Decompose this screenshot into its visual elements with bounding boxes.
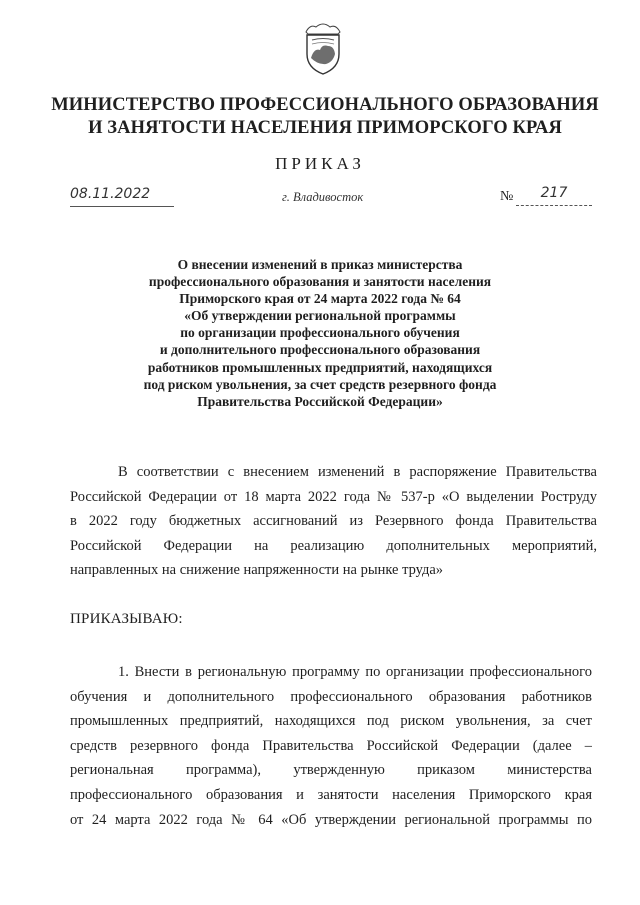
- document-number: 217: [516, 183, 592, 206]
- subject-line: «Об утверждении региональной программы: [184, 308, 456, 324]
- document-city: г. Владивосток: [282, 190, 364, 204]
- document-type: ПРИКАЗ: [275, 154, 365, 173]
- subject-line: Приморского края от 24 марта 2022 года № 64: [179, 291, 461, 307]
- item-line: промышленных предприятий, находящихся под риском увольнения, за счет: [70, 713, 592, 730]
- subject-line: профессионального образования и занятости населения: [148, 274, 492, 290]
- subject-line: по организации профессионального обучения: [180, 325, 460, 341]
- item-line: 1. Внести в региональную программу по организации профессионального: [118, 664, 592, 680]
- subject-line: работников промышленных предприятий, находящихся: [147, 359, 493, 375]
- item-line: средств резервного фонда Правительства Российской Федерации (далее –: [70, 737, 592, 754]
- item-line: от 24 марта 2022 года № 64 «Об утверждении региональной программы по: [70, 811, 592, 828]
- preamble-line: В соответствии с внесением изменений в распоряжение Правительства: [118, 464, 597, 480]
- preamble-line: в 2022 году бюджетных ассигнований из Резервного фонда Правительства: [70, 513, 597, 529]
- item-line: обучения и дополнительного профессионального образования работников: [70, 688, 592, 705]
- document-date: 08.11.2022: [70, 184, 174, 207]
- ministry-line-2: И ЗАНЯТОСТИ НАСЕЛЕНИЯ ПРИМОРСКОГО КРАЯ: [88, 118, 562, 138]
- subject-line: О внесении изменений в приказ министерства: [177, 257, 463, 272]
- subject-line: Правительства Российской Федерации»: [197, 393, 443, 409]
- order-subject: [120, 256, 520, 410]
- preamble-paragraph: [70, 460, 597, 583]
- item-line: региональная программа), утвержденную приказом министерства: [70, 762, 592, 779]
- item-line: профессионального образования и занятости населения Приморского края: [70, 786, 592, 803]
- ministry-line-1: МИНИСТЕРСТВО ПРОФЕССИОНАЛЬНОГО ОБРАЗОВАНИЯ: [51, 95, 599, 115]
- preamble-line: Российской Федерации на реализацию дополнительных мероприятий,: [70, 537, 597, 554]
- coat-of-arms-emblem: [300, 18, 346, 76]
- preamble-line: направленных на снижение напряженности на рынке труда»: [70, 562, 444, 578]
- preamble-line: Российской Федерации от 18 марта 2022 года № 537-р «О выделении Роструду: [70, 488, 597, 505]
- order-directive: ПРИКАЗЫВАЮ:: [70, 611, 183, 627]
- subject-line: и дополнительного профессионального образования: [159, 342, 481, 358]
- number-label: №: [500, 189, 514, 204]
- order-item-1: [70, 660, 592, 832]
- subject-line: под риском увольнения, за счет средств резервного фонда: [143, 376, 497, 392]
- ministry-name: [40, 94, 610, 140]
